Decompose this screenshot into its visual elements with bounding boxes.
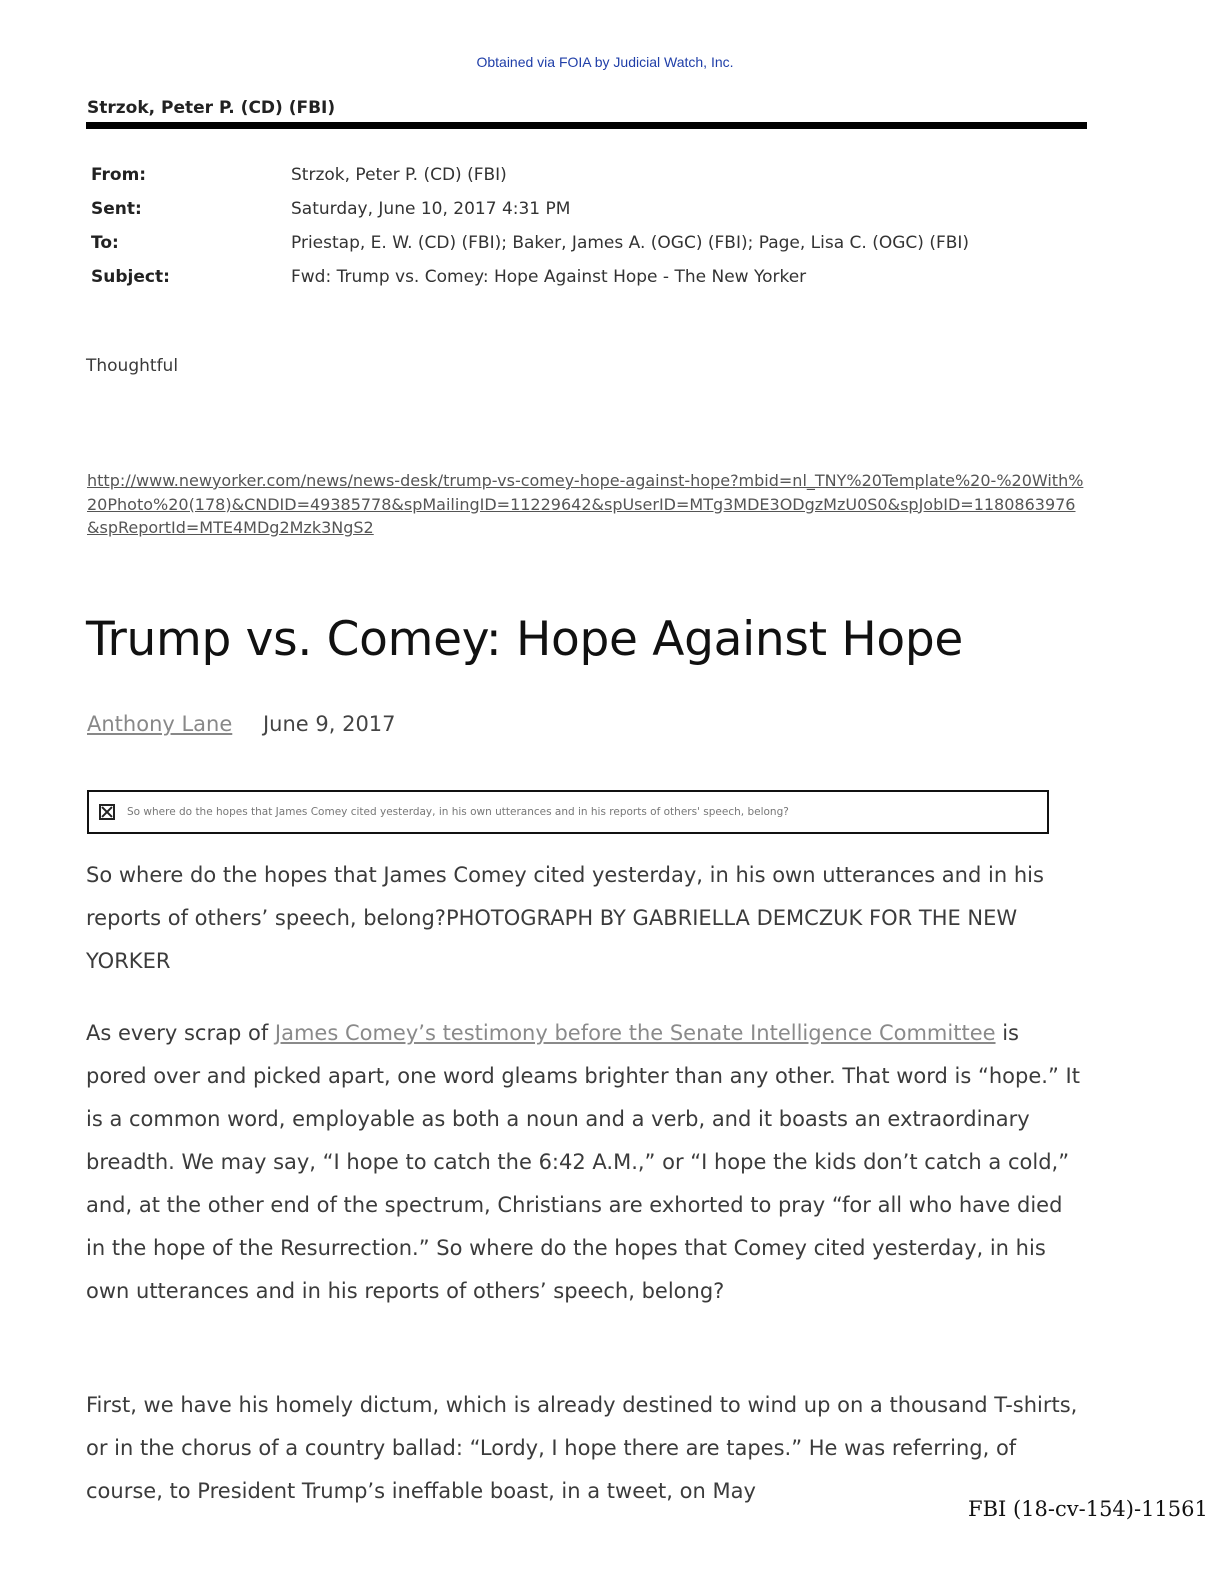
- header-value: Fwd: Trump vs. Comey: Hope Against Hope - The New Yorker: [291, 267, 807, 287]
- broken-image-icon: [99, 804, 115, 820]
- testimony-link[interactable]: James Comey’s testimony before the Senate Intelligence Committee: [274, 1021, 996, 1045]
- broken-image-placeholder: [87, 790, 1049, 834]
- header-label: Sent:: [91, 199, 142, 219]
- paragraph-text: is pored over and picked apart, one word gleams brighter than any other. That word is “hope.” It is a common word, employable as both a noun and a verb, and it boasts an extraordinary breadth. We may say, “I hope to catch the 6:42 A.M.,” or “I hope the kids don’t catch a cold,” and, at the other end of the spectrum, Christians are exhorted to pray “for all who have died in the hope of the Resurrection.” So where do the hopes that Comey cited yesterday, in his own utterances and in his reports of others’ speech, belong?: [86, 1021, 1080, 1303]
- header-label: Subject:: [91, 267, 170, 287]
- paragraph-text: As every scrap of: [86, 1021, 275, 1045]
- article-paragraph-2: First, we have his homely dictum, which is already destined to wind up on a thousand T-shirts, or in the chorus of a country ballad: “Lordy, I hope there are tapes.” He was referring, of course, to President Trump’s ineffable boast, in a tweet, on May: [86, 1393, 1078, 1503]
- article-paragraph-1: [86, 1012, 1086, 1313]
- header-divider: [86, 122, 1087, 129]
- article-title: Trump vs. Comey: Hope Against Hope: [86, 612, 964, 667]
- header-value: Strzok, Peter P. (CD) (FBI): [291, 165, 507, 185]
- bates-page-number: FBI (18-cv-154)-11561: [968, 1497, 1208, 1521]
- photo-caption: So where do the hopes that James Comey cited yesterday, in his own utterances and in his reports of others’ speech, belong?PHOTOGRAPH BY GABRIELLA DEMCZUK FOR THE NEW YORKER: [86, 863, 1044, 973]
- message-body: Thoughtful: [86, 356, 179, 376]
- header-label: To:: [91, 233, 119, 253]
- article-url-link[interactable]: http://www.newyorker.com/news/news-desk/trump-vs-comey-hope-against-hope?mbid=nl_TNY%20Template%20-%20With%20Photo%20(178)&CNDID=49385778&spMailingID=11229642&spUserID=MTg3MDE3ODgzMzU0S0&spJobID=1180863976&spReportId=MTE4MDg2Mzk3NgS2: [87, 471, 1084, 537]
- header-value: Saturday, June 10, 2017 4:31 PM: [291, 199, 571, 219]
- header-subject: [91, 267, 969, 301]
- foia-watermark: Obtained via FOIA by Judicial Watch, Inc.: [476, 54, 734, 70]
- header-from: [91, 165, 969, 199]
- header-value: Priestap, E. W. (CD) (FBI); Baker, James A. (OGC) (FBI); Page, Lisa C. (OGC) (FBI): [291, 233, 970, 253]
- mailbox-owner-name: Strzok, Peter P. (CD) (FBI): [87, 98, 336, 118]
- author-link[interactable]: Anthony Lane: [87, 712, 233, 736]
- article-byline: [87, 712, 396, 736]
- header-sent: [91, 199, 969, 233]
- email-headers: [91, 165, 969, 301]
- header-label: From:: [91, 165, 147, 185]
- image-alt-text: So where do the hopes that James Comey cited yesterday, in his own utterances and in his reports of others' speech, belong?: [127, 806, 789, 818]
- article-date: June 9, 2017: [262, 712, 396, 736]
- header-to: [91, 233, 969, 267]
